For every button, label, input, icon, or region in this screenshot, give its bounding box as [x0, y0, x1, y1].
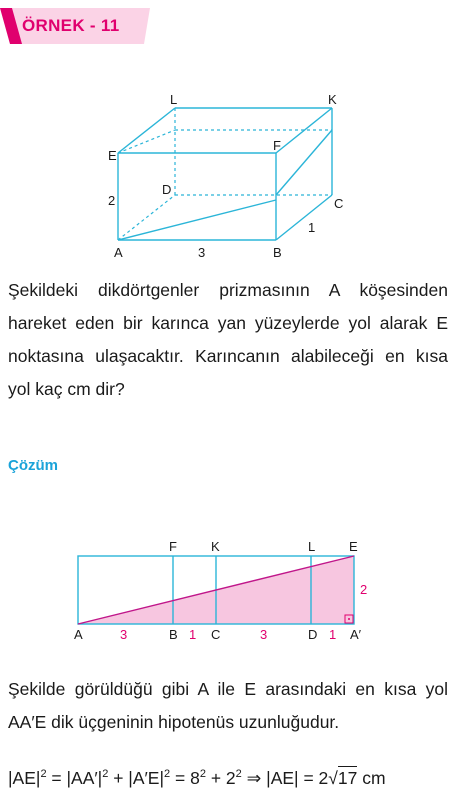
solution-heading: Çözüm	[8, 457, 58, 474]
eq-part: + 2	[205, 768, 236, 788]
net-label-D: D	[308, 627, 318, 642]
vertex-K: K	[328, 92, 337, 107]
eq-part: = 8	[170, 768, 200, 788]
eq-exponent: 2	[235, 768, 242, 781]
vertex-F: F	[273, 138, 281, 153]
eq-part: ⇒ |AE| = 2	[241, 768, 329, 788]
net-label-A-prime: A′	[350, 627, 362, 642]
net-label-E: E	[349, 539, 358, 554]
eq-exponent: 2	[199, 768, 206, 781]
eq-lhs: |AE|	[8, 768, 41, 788]
dim-height: 2	[108, 193, 116, 208]
dim-length: 3	[198, 245, 206, 260]
vertex-C: C	[334, 196, 344, 211]
eq-part: = |AA′|	[46, 768, 103, 788]
vertex-D: D	[162, 182, 172, 197]
solution-explanation	[8, 673, 448, 739]
explanation-line: AA′E dik üçgeninin hipotenüs uzunluğudur.	[8, 712, 340, 732]
net-label-L: L	[308, 539, 316, 554]
net-label-F: F	[169, 539, 177, 554]
vertex-A: A	[114, 245, 123, 260]
vertex-B: B	[273, 245, 282, 260]
eq-radicand: 17	[337, 768, 358, 788]
explanation-line: Şekilde görüldüğü gibi A ile E arasındaki en kısa yol	[8, 679, 448, 699]
question-line: yol kaç cm dir?	[8, 379, 125, 399]
sqrt-icon: √	[328, 768, 338, 788]
segment-DA-prime: 1	[329, 627, 337, 642]
prism-figure	[100, 88, 360, 263]
eq-exponent: 2	[40, 768, 47, 781]
eq-exponent: 2	[102, 768, 109, 781]
segment-AB: 3	[120, 627, 128, 642]
question-line: Şekildeki dikdörtgenler prizmasının A köşesinden	[8, 280, 448, 300]
net-label-C: C	[211, 627, 221, 642]
segment-CD: 3	[260, 627, 268, 642]
vertex-E: E	[108, 148, 117, 163]
segment-BC: 1	[189, 627, 197, 642]
question-text	[8, 274, 448, 406]
question-line: hareket eden bir karınca yan yüzeylerde yol alarak E	[8, 313, 448, 333]
pythagoras-equation	[8, 768, 386, 789]
net-label-K: K	[211, 539, 220, 554]
question-line: noktasına ulaşacaktır. Karıncanın alabileceği en kısa	[8, 346, 448, 366]
eq-part: + |A′E|	[108, 768, 165, 788]
net-figure	[70, 535, 380, 650]
net-label-A: A	[74, 627, 83, 642]
eq-exponent: 2	[164, 768, 171, 781]
net-label-B: B	[169, 627, 178, 642]
vertex-L: L	[170, 92, 178, 107]
example-title: ÖRNEK - 11	[22, 16, 120, 35]
eq-unit: cm	[357, 768, 386, 788]
height-label: 2	[360, 582, 368, 597]
dim-depth: 1	[308, 220, 316, 235]
